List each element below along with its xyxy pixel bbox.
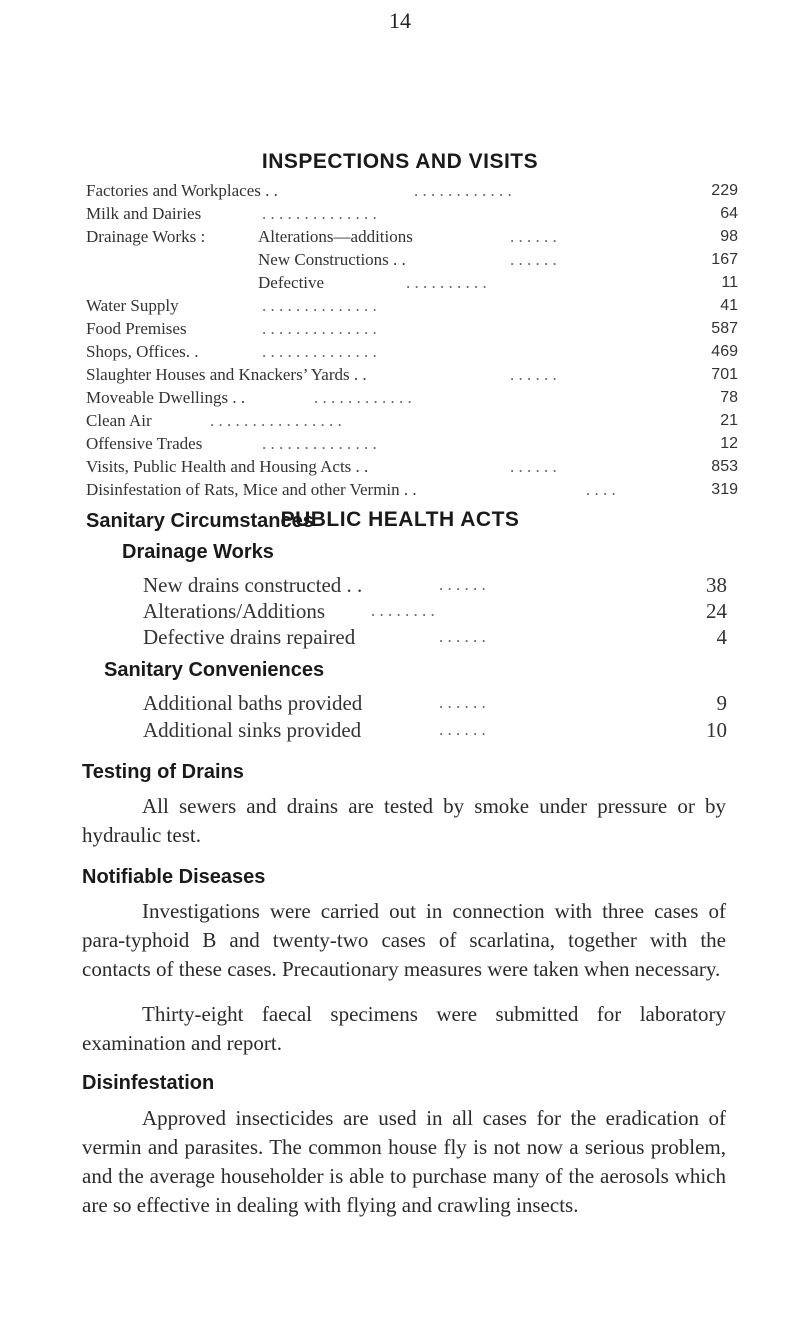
table-row — [86, 387, 738, 409]
row-value: 12 — [720, 435, 738, 452]
table-row — [86, 180, 738, 202]
row-label: Food Premises — [86, 319, 187, 338]
row-value: 41 — [720, 297, 738, 314]
public-health-title: PUBLIC HEALTH ACTS — [280, 508, 520, 531]
row-label: Slaughter Houses and Knackers’ Yards . . — [86, 365, 367, 384]
table-row — [143, 571, 727, 599]
row-value: 4 — [716, 625, 727, 649]
row-value: 469 — [711, 343, 738, 360]
leader-dots: . . . . . . — [510, 250, 557, 269]
leader-dots: . . . . . . — [439, 575, 486, 594]
table-row — [86, 479, 738, 501]
leader-dots: . . . . . . . . . . . . . . — [262, 319, 377, 338]
row-sublabel: Alterations—additions — [258, 227, 413, 246]
leader-dots: . . . . . . — [439, 627, 486, 646]
leader-dots: . . . . . . . . . . . . — [314, 388, 412, 407]
drainage-works-heading: Drainage Works — [122, 541, 274, 563]
row-value: 853 — [711, 458, 738, 475]
table-row — [86, 410, 738, 432]
row-label: Defective drains repaired — [143, 625, 356, 649]
leader-dots: . . . . . . — [439, 720, 486, 739]
row-label: Water Supply — [86, 296, 179, 315]
row-label: Drainage Works : — [86, 227, 206, 246]
table-row — [86, 295, 738, 317]
notifiable-paragraph-1: Investigations were carried out in connection with three cases of para-typhoid B and twenty-two cases of scarlatina, together with the contacts of these cases. Precautionary measures were taken when necessary. — [82, 899, 726, 981]
testing-paragraph: All sewers and drains are tested by smoke under pressure or by hydraulic test. — [82, 794, 726, 847]
row-value: 78 — [720, 389, 738, 406]
leader-dots: . . . . . . . . . . — [406, 273, 487, 292]
table-row — [86, 433, 738, 455]
leader-dots: . . . . . . . . . . . . . . — [262, 434, 377, 453]
leader-dots: . . . . . . . . — [371, 601, 435, 620]
row-label: Additional sinks provided — [143, 718, 362, 742]
leader-dots: . . . . . . . . . . . . . . — [262, 342, 377, 361]
table-row — [143, 689, 727, 717]
row-value: 10 — [706, 718, 727, 742]
row-label: Disinfestation of Rats, Mice and other Vermin . . — [86, 480, 417, 499]
leader-dots: . . . . . . . . . . . . — [414, 181, 512, 200]
sanitary-circumstances-heading: Sanitary Circumstances — [86, 510, 314, 532]
notifiable-heading: Notifiable Diseases — [82, 866, 266, 888]
table-row — [86, 456, 738, 478]
row-label: Milk and Dairies — [86, 204, 202, 223]
disinfestation-heading: Disinfestation — [82, 1072, 215, 1094]
disinfestation-paragraph: Approved insecticides are used in all cases for the eradication of vermin and parasites. The common house fly is not now a serious problem, and the average householder is able to purchase many of the aerosols which are so effective in dealing with flying and crawling insects. — [82, 1106, 726, 1217]
row-value: 24 — [706, 599, 727, 623]
notifiable-paragraph-2: Thirty-eight faecal specimens were submitted for laboratory examination and report. — [82, 1002, 726, 1055]
row-value: 11 — [721, 274, 738, 291]
row-label: Factories and Workplaces . . — [86, 181, 278, 200]
table-row — [86, 318, 738, 340]
row-value: 701 — [711, 366, 738, 383]
table-row — [86, 364, 738, 386]
leader-dots: . . . . . . — [510, 365, 557, 384]
table-row — [86, 226, 738, 248]
row-label: New drains constructed . . — [143, 573, 363, 597]
row-value: 64 — [720, 205, 738, 222]
row-sublabel: Defective — [258, 273, 325, 292]
row-label: Additional baths provided — [143, 691, 363, 715]
table-row — [86, 249, 738, 271]
row-label: Visits, Public Health and Housing Acts . . — [86, 457, 369, 476]
inspections-title: INSPECTIONS AND VISITS — [261, 150, 539, 173]
row-value: 9 — [716, 691, 727, 715]
leader-dots: . . . . . . . . . . . . . . — [262, 296, 377, 315]
leader-dots: . . . . . . . . . . . . . . . . — [210, 411, 342, 430]
table-row — [86, 203, 738, 225]
row-value: 229 — [711, 182, 738, 199]
row-label: Shops, Offices. . — [86, 342, 199, 361]
row-label: Clean Air — [86, 411, 152, 430]
leader-dots: . . . . . . . . . . . . . . — [262, 204, 377, 223]
row-value: 319 — [711, 481, 738, 498]
table-row — [143, 623, 727, 651]
row-label: Alterations/Additions — [143, 599, 325, 623]
row-value: 21 — [720, 412, 738, 429]
row-value: 587 — [711, 320, 738, 337]
sanitary-conveniences-heading: Sanitary Conveniences — [104, 659, 325, 681]
row-sublabel: New Constructions . . — [258, 250, 406, 269]
leader-dots: . . . . . . — [439, 693, 486, 712]
table-row — [86, 272, 738, 294]
testing-heading: Testing of Drains — [82, 761, 244, 783]
row-label: Offensive Trades — [86, 434, 203, 453]
leader-dots: . . . . . . — [510, 227, 557, 246]
table-row — [143, 716, 727, 744]
page-number: 14 — [389, 8, 411, 33]
row-label: Moveable Dwellings . . — [86, 388, 246, 407]
leader-dots: . . . . . . — [510, 457, 557, 476]
leader-dots: . . . . — [586, 480, 616, 499]
row-value: 167 — [711, 251, 738, 268]
row-value: 38 — [706, 573, 727, 597]
table-row — [143, 597, 727, 625]
row-value: 98 — [720, 228, 738, 245]
table-row — [86, 341, 738, 363]
